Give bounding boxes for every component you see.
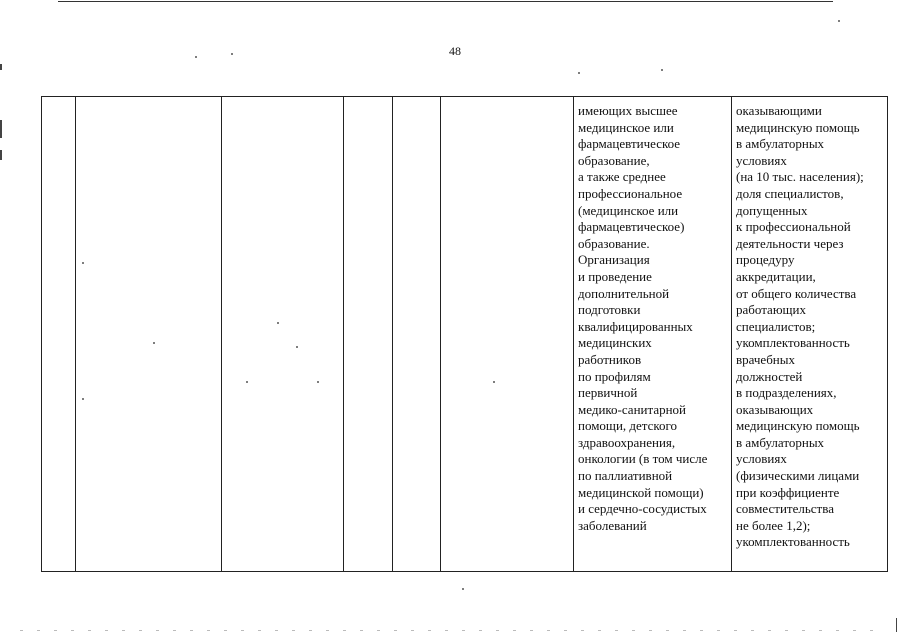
document-table bbox=[41, 96, 888, 572]
text-line: помощи, детского bbox=[578, 418, 678, 434]
table-cell-activities bbox=[578, 103, 707, 534]
text-line: медицинской помощи) bbox=[578, 484, 704, 500]
text-line: работников bbox=[578, 351, 642, 367]
text-line: в амбулаторных bbox=[736, 136, 825, 152]
text-line: Организация bbox=[578, 252, 650, 268]
text-line: оказывающими bbox=[736, 103, 822, 118]
text-line: условиях bbox=[736, 451, 787, 467]
scan-edge-mark bbox=[896, 618, 897, 632]
column-divider bbox=[343, 97, 344, 571]
text-line: процедуру bbox=[736, 252, 795, 268]
text-line: в подразделениях, bbox=[736, 385, 837, 401]
column-divider bbox=[392, 97, 393, 571]
text-line: при коэффициенте bbox=[736, 484, 840, 500]
text-line: фармацевтическое bbox=[578, 136, 681, 152]
text-line: медицинских bbox=[578, 335, 652, 351]
text-line: совместительства bbox=[736, 501, 834, 517]
text-line: заболеваний bbox=[578, 517, 647, 533]
scan-speck bbox=[195, 56, 197, 58]
text-line: подготовки bbox=[578, 302, 641, 318]
column-divider bbox=[221, 97, 222, 571]
text-line: не более 1,2); bbox=[736, 517, 811, 533]
column-divider bbox=[731, 97, 732, 571]
text-line: оказывающих bbox=[736, 401, 814, 417]
scan-edge-mark bbox=[0, 150, 2, 160]
text-line: квалифицированных bbox=[578, 318, 693, 334]
text-line: (медицинское или bbox=[578, 202, 679, 218]
scan-edge-mark bbox=[0, 64, 2, 70]
scan-speck bbox=[231, 53, 233, 55]
column-divider bbox=[75, 97, 76, 571]
text-line: медицинскую помощь bbox=[736, 119, 860, 135]
text-line: в амбулаторных bbox=[736, 434, 825, 450]
text-line: от общего количества bbox=[736, 285, 857, 301]
scan-speck bbox=[493, 381, 495, 383]
scan-speck bbox=[578, 72, 580, 74]
text-line: (физическими лицами bbox=[736, 468, 860, 484]
text-line: должностей bbox=[736, 368, 803, 384]
page-number: 48 bbox=[449, 44, 461, 58]
text-line: аккредитации, bbox=[736, 268, 816, 284]
text-line: и проведение bbox=[578, 268, 652, 284]
scan-speck bbox=[277, 322, 279, 324]
text-line: (на 10 тыс. населения); bbox=[736, 169, 864, 185]
scan-speck bbox=[462, 588, 464, 590]
text-line: условиях bbox=[736, 152, 787, 168]
scan-edge-mark bbox=[0, 120, 2, 138]
text-line: по профилям bbox=[578, 368, 651, 384]
text-line: дополнительной bbox=[578, 285, 670, 301]
scan-speck bbox=[838, 20, 840, 22]
scan-speck bbox=[296, 346, 298, 348]
scan-speck bbox=[317, 381, 319, 383]
scan-speck bbox=[246, 381, 248, 383]
text-line: специалистов; bbox=[736, 318, 816, 334]
text-line: медицинскую помощь bbox=[736, 418, 860, 434]
text-line: первичной bbox=[578, 385, 638, 401]
text-line: здравоохранения, bbox=[578, 434, 676, 450]
text-line: деятельности через bbox=[736, 235, 844, 251]
text-line: онкологии (в том числе bbox=[578, 451, 708, 467]
text-line: имеющих высшее bbox=[578, 103, 678, 118]
column-divider bbox=[440, 97, 441, 571]
text-line: врачебных bbox=[736, 351, 796, 367]
scan-speck bbox=[82, 398, 84, 400]
scan-speck bbox=[661, 69, 663, 71]
table-cell-indicators bbox=[736, 103, 864, 551]
scan-bottom-noise bbox=[20, 630, 880, 631]
text-line: профессиональное bbox=[578, 185, 683, 201]
scan-speck bbox=[153, 342, 155, 344]
scan-speck bbox=[82, 262, 84, 264]
text-line: медико-санитарной bbox=[578, 401, 687, 417]
text-line: и сердечно-сосудистых bbox=[578, 501, 707, 517]
text-line: образование, bbox=[578, 152, 650, 168]
text-line: укомплектованность bbox=[736, 534, 850, 550]
column-divider bbox=[573, 97, 574, 571]
text-line: медицинское или bbox=[578, 119, 674, 135]
text-line: допущенных bbox=[736, 202, 808, 218]
top-border-line bbox=[58, 1, 833, 2]
text-line: доля специалистов, bbox=[736, 185, 844, 201]
text-line: по паллиативной bbox=[578, 468, 673, 484]
text-line: образование. bbox=[578, 235, 650, 251]
text-line: укомплектованность bbox=[736, 335, 850, 351]
text-line: фармацевтическое) bbox=[578, 219, 685, 235]
text-line: к профессиональной bbox=[736, 219, 851, 235]
text-line: работающих bbox=[736, 302, 807, 318]
text-line: а также среднее bbox=[578, 169, 666, 185]
